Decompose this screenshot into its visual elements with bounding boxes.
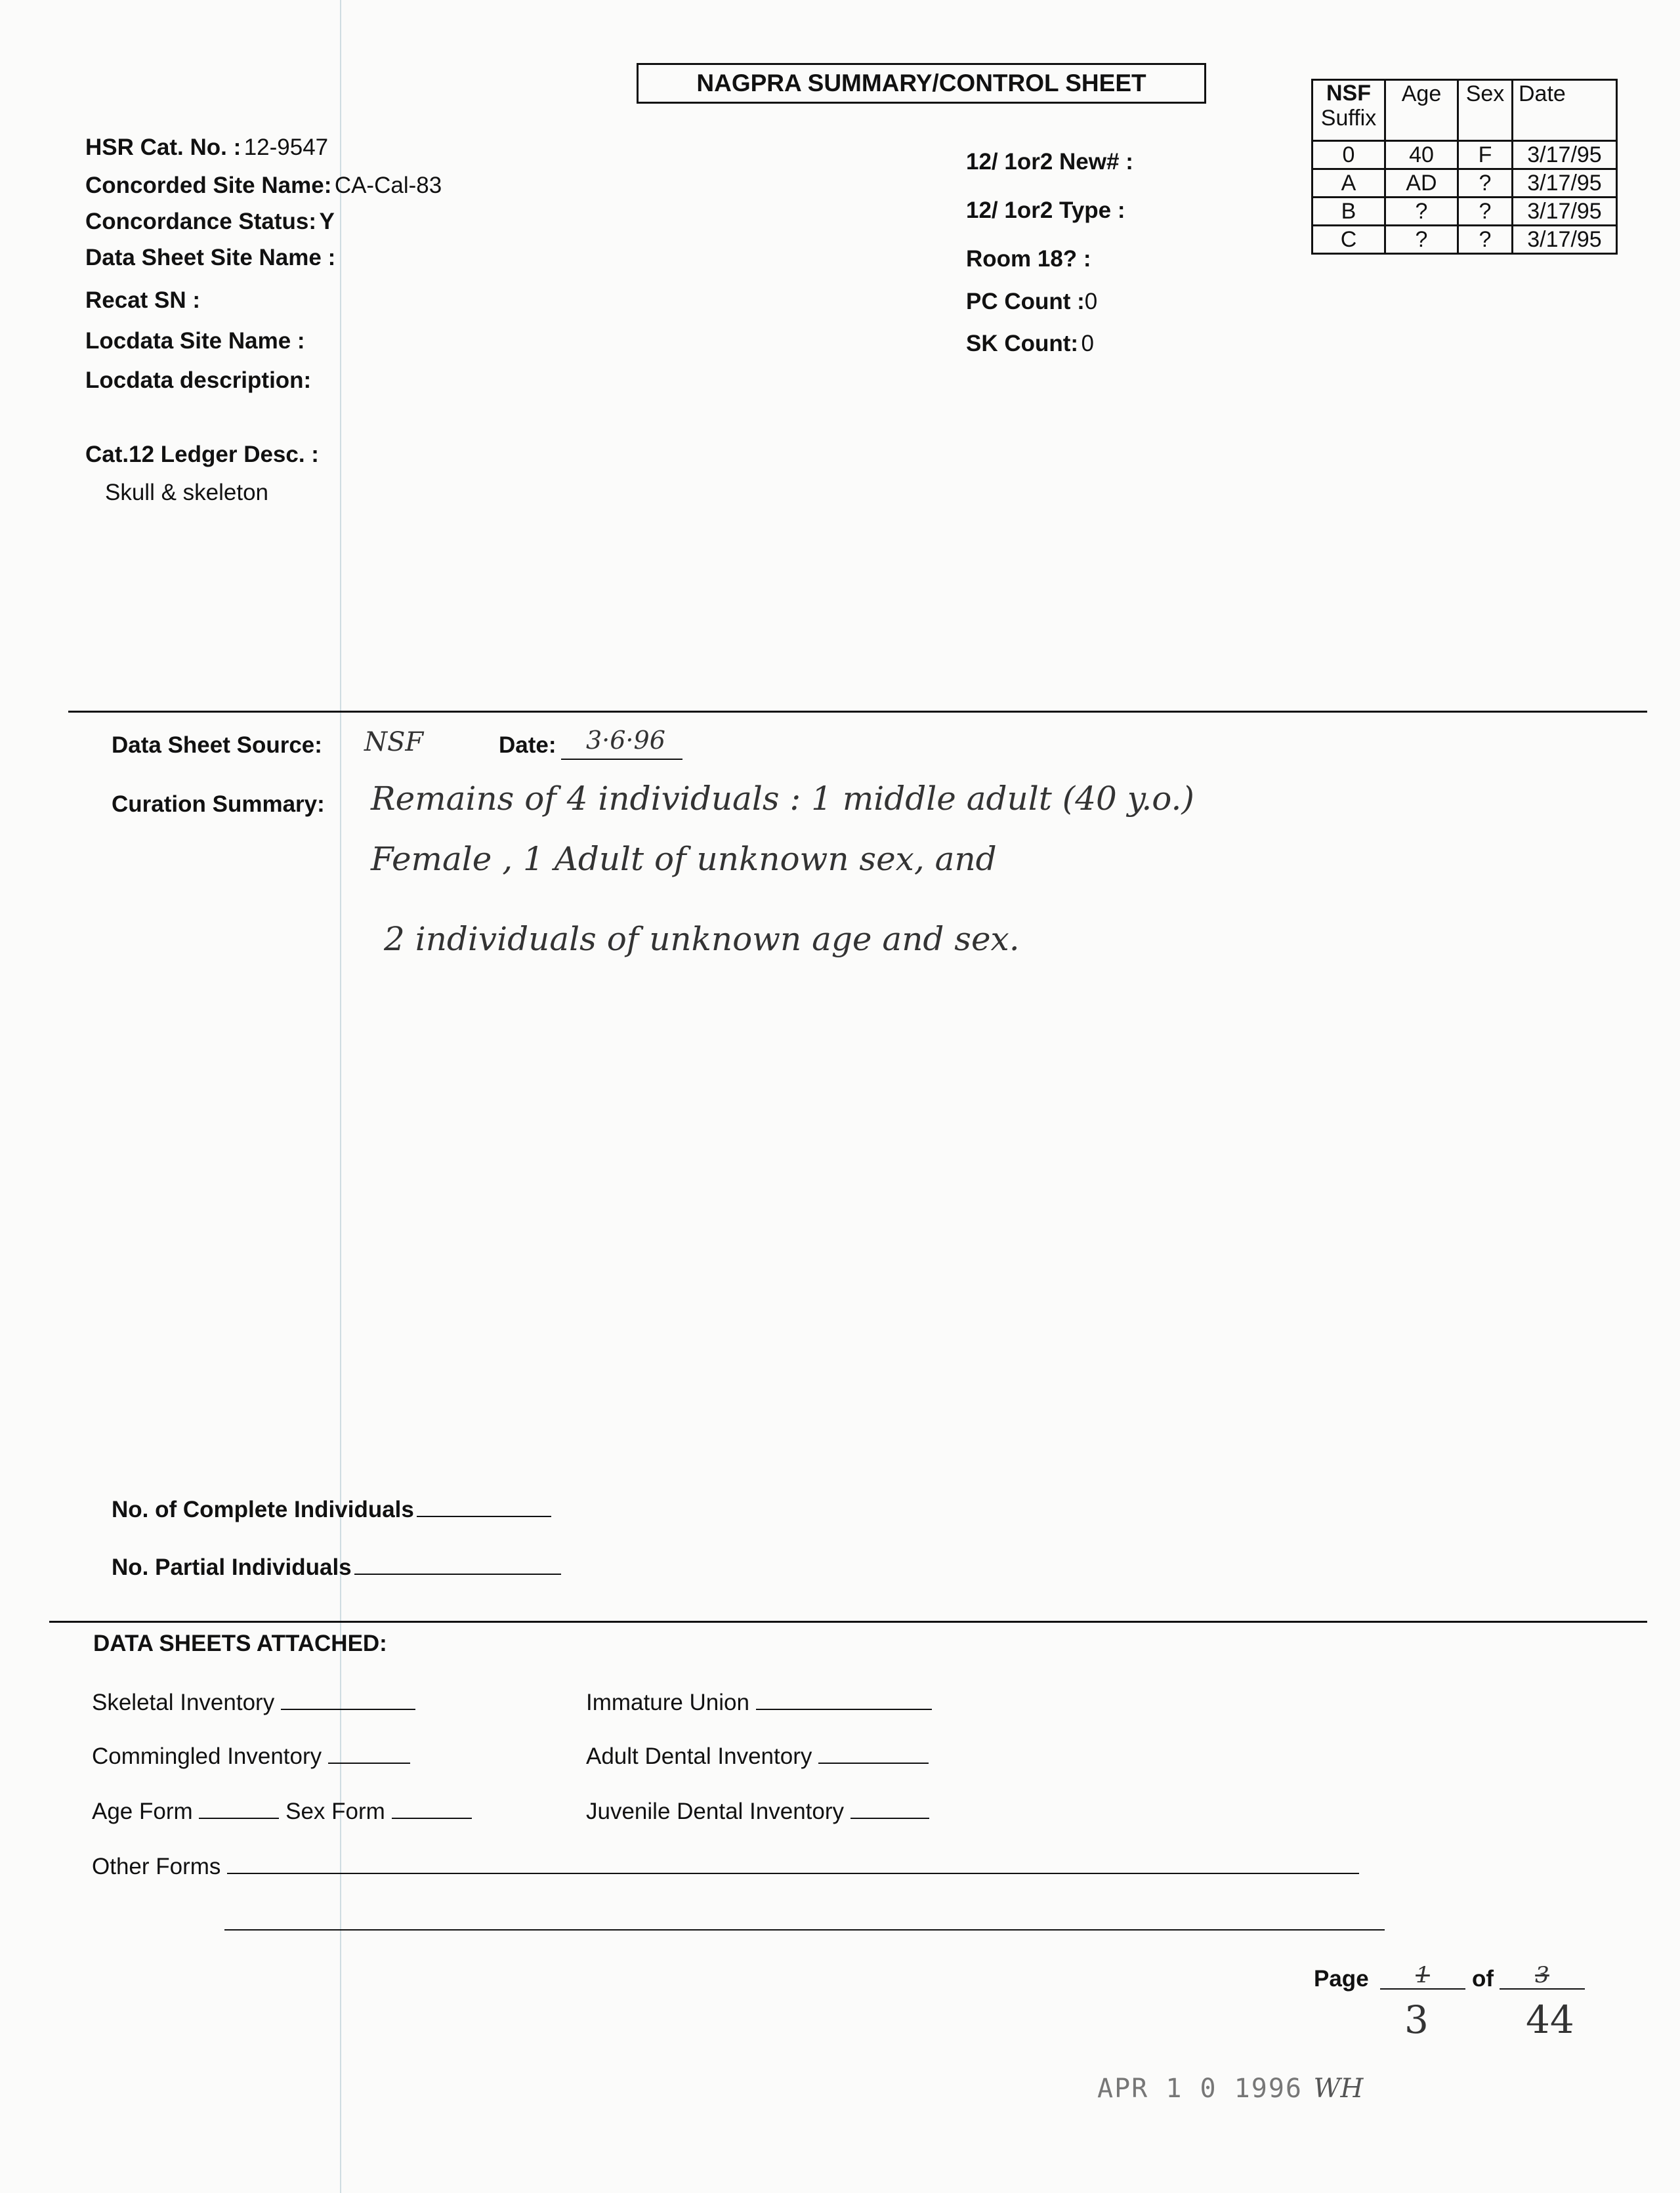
sex-form-label: Sex Form (285, 1799, 385, 1824)
immature-union-label: Immature Union (586, 1690, 749, 1715)
locdata-description-label: Locdata description: (85, 367, 312, 393)
suffix-header-label: Suffix (1320, 106, 1377, 131)
adult-dental-inventory-row (586, 1740, 929, 1770)
partial-individuals-label: No. Partial Individuals (112, 1555, 352, 1580)
page-total-field (1500, 1962, 1585, 1990)
sk-count-value: 0 (1081, 331, 1094, 356)
data-sheets-attached-heading: DATA SHEETS ATTACHED: (93, 1631, 387, 1656)
curation-line-2: Female , 1 Adult of unknown sex, and (371, 840, 997, 878)
pc-count-row (966, 289, 1097, 315)
type-label: 12/ 1or2 Type : (966, 198, 1125, 223)
skeletal-inventory-label: Skeletal Inventory (92, 1690, 275, 1715)
table-row (1312, 198, 1617, 226)
juvenile-dental-inventory-label: Juvenile Dental Inventory (586, 1799, 844, 1824)
nsf-header-label: NSF (1326, 81, 1371, 106)
juvenile-dental-inventory-row (586, 1795, 929, 1825)
sex-header: Sex (1458, 80, 1513, 141)
pc-count-label: PC Count : (966, 289, 1085, 314)
stamp-date: APR 1 0 1996 (1097, 2074, 1303, 2104)
sk-count-row (966, 331, 1094, 357)
sex-cell: F (1458, 141, 1513, 169)
sex-form-field[interactable] (392, 1795, 472, 1819)
age-sex-form-row (92, 1795, 472, 1825)
sk-count-label: SK Count: (966, 331, 1079, 356)
commingled-inventory-field[interactable] (328, 1740, 410, 1764)
age-form-label: Age Form (92, 1799, 193, 1824)
age-form-field[interactable] (199, 1795, 279, 1819)
juvenile-dental-inventory-field[interactable] (850, 1795, 929, 1819)
commingled-inventory-row (92, 1740, 410, 1770)
partial-individuals-field[interactable] (354, 1551, 561, 1575)
suffix-cell: A (1312, 169, 1385, 198)
complete-individuals-label: No. of Complete Individuals (112, 1497, 414, 1522)
concordance-status-label: Concordance Status: (85, 209, 316, 234)
other-forms-label: Other Forms (92, 1854, 221, 1879)
table-row (1312, 169, 1617, 198)
age-cell: ? (1385, 198, 1458, 226)
complete-individuals-row (112, 1493, 551, 1523)
recat-sn-row (85, 287, 200, 314)
concorded-site-name-value: CA-Cal-83 (334, 173, 442, 198)
date-cell: 3/17/95 (1513, 141, 1617, 169)
page-number-struck: 1 (1416, 1962, 1430, 1988)
hsr-cat-no-value: 12-9547 (243, 135, 329, 160)
adult-dental-inventory-field[interactable] (818, 1740, 929, 1764)
room18-label: Room 18? : (966, 246, 1091, 272)
age-cell: AD (1385, 169, 1458, 198)
skeletal-inventory-row (92, 1686, 415, 1716)
data-sheet-site-name-label: Data Sheet Site Name : (85, 245, 336, 270)
data-sheet-site-name-row (85, 245, 335, 271)
age-cell: 40 (1385, 141, 1458, 169)
date-cell: 3/17/95 (1513, 226, 1617, 254)
suffix-cell: B (1312, 198, 1385, 226)
other-forms-row (92, 1850, 1359, 1880)
other-forms-field[interactable] (227, 1850, 1359, 1874)
recat-sn-label: Recat SN : (85, 287, 201, 313)
concordance-status-row (85, 209, 335, 235)
suffix-cell: 0 (1312, 141, 1385, 169)
sex-cell: ? (1458, 169, 1513, 198)
skeletal-inventory-field[interactable] (281, 1686, 415, 1710)
hsr-cat-no-row (85, 135, 328, 161)
data-sheet-source-value: NSF (364, 727, 424, 757)
page-total-corrected: 44 (1526, 1997, 1574, 2042)
curation-summary-label: Curation Summary: (112, 791, 325, 817)
age-header: Age (1385, 80, 1458, 141)
date-label: Date: (499, 732, 556, 758)
page-label: Page (1314, 1966, 1369, 1992)
table-row (1312, 226, 1617, 254)
age-cell: ? (1385, 226, 1458, 254)
table-row (1312, 141, 1617, 169)
sex-cell: ? (1458, 198, 1513, 226)
hsr-cat-no-label: HSR Cat. No. : (85, 135, 242, 160)
commingled-inventory-label: Commingled Inventory (92, 1744, 322, 1769)
locdata-site-name-row (85, 328, 305, 354)
curation-line-1: Remains of 4 individuals : 1 middle adult (40 y.o.) (371, 780, 1194, 818)
stamp-initials: WH (1313, 2074, 1364, 2104)
suffix-cell: C (1312, 226, 1385, 254)
complete-individuals-field[interactable] (417, 1493, 551, 1517)
locdata-site-name-label: Locdata Site Name : (85, 328, 305, 354)
concorded-site-name-row (85, 173, 442, 199)
immature-union-row (586, 1686, 932, 1716)
new-no-label: 12/ 1or2 New# : (966, 149, 1133, 175)
receipt-stamp (1097, 2074, 1363, 2104)
date-line (561, 726, 682, 760)
partial-individuals-row (112, 1551, 561, 1581)
nsf-table (1311, 79, 1618, 255)
concorded-site-name-label: Concorded Site Name: (85, 173, 332, 198)
data-sheet-source-label: Data Sheet Source: (112, 732, 322, 758)
section-divider (49, 1621, 1647, 1623)
adult-dental-inventory-label: Adult Dental Inventory (586, 1744, 812, 1769)
locdata-description-row (85, 367, 311, 394)
date-value: 3·6·96 (586, 726, 665, 755)
form-title: NAGPRA SUMMARY/CONTROL SHEET (637, 63, 1206, 104)
sex-cell: ? (1458, 226, 1513, 254)
page-number-corrected: 3 (1404, 1997, 1429, 2042)
of-label: of (1472, 1966, 1494, 1992)
ledger-desc-label: Cat.12 Ledger Desc. : (85, 442, 319, 467)
curation-line-3: 2 individuals of unknown age and sex. (384, 920, 1020, 958)
section-divider (68, 711, 1647, 713)
other-forms-continuation-line (224, 1929, 1385, 1931)
concordance-status-value: Y (319, 209, 335, 234)
nsf-table-header (1312, 80, 1617, 141)
date-cell: 3/17/95 (1513, 198, 1617, 226)
date-header: Date (1513, 80, 1617, 141)
page-number-field (1380, 1962, 1465, 1990)
date-cell: 3/17/95 (1513, 169, 1617, 198)
page-total-struck: 3 (1535, 1962, 1549, 1988)
nsf-suffix-header (1312, 80, 1385, 141)
immature-union-field[interactable] (756, 1686, 932, 1710)
pc-count-value: 0 (1084, 289, 1098, 314)
ledger-desc-value: Skull & skeleton (105, 480, 269, 505)
